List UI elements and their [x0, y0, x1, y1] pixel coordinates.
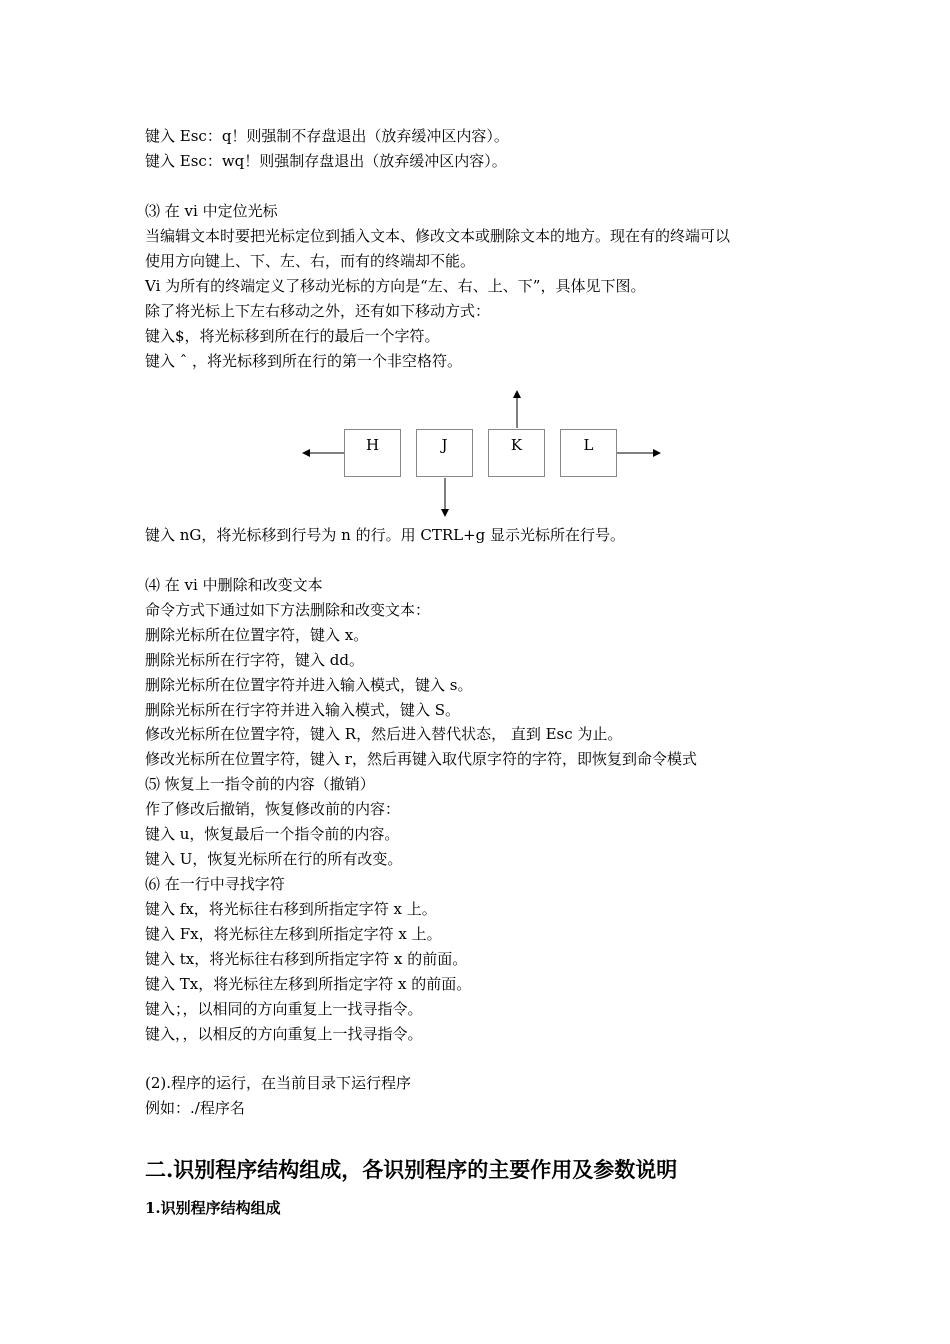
text-line: 使用方向键上、下、左、右，而有的终端却不能。 — [145, 252, 476, 270]
text-line: 删除光标所在位置字符，键入 x。 — [145, 626, 369, 644]
text-line: 删除光标所在行字符，键入 dd。 — [145, 651, 364, 669]
text-line: 修改光标所在位置字符，键入 R，然后进入替代状态， 直到 Esc 为止。 — [145, 725, 623, 743]
text-line: 删除光标所在位置字符并进入输入模式，键入 s。 — [145, 676, 473, 694]
text-line: 键入 Esc：wq！则强制存盘退出（放弃缓冲区内容）。 — [145, 152, 507, 170]
text-line: 键入$，将光标移到所在行的最后一个字符。 — [145, 327, 440, 345]
text-line: 键入 nG，将光标移到行号为 n 的行。用 CTRL+g 显示光标所在行号。 — [145, 526, 626, 544]
text-line: 作了修改后撤销，恢复修改前的内容： — [145, 800, 401, 818]
text-line: 键入 tx，将光标往右移到所指定字符 x 的前面。 — [145, 950, 468, 968]
text-line: 键入；，以相同的方向重复上一找寻指令。 — [145, 1000, 423, 1018]
text-line: 键入，，以相反的方向重复上一找寻指令。 — [145, 1025, 423, 1043]
text-line: 当编辑文本时要把光标定位到插入文本、修改文本或删除文本的地方。现在有的终端可以 — [145, 227, 731, 245]
section-heading-delete: ⑷ 在 vi 中删除和改变文本 — [145, 576, 323, 594]
section-heading-find: ⑹ 在一行中寻找字符 — [145, 875, 285, 893]
text-line: 键入 fx，将光标往右移到所指定字符 x 上。 — [145, 900, 437, 918]
section-heading-undo: ⑸ 恢复上一指令前的内容（撤销） — [145, 775, 375, 793]
text-line: 删除光标所在行字符并进入输入模式，键入 S。 — [145, 701, 461, 719]
text-line: Vi 为所有的终端定义了移动光标的方向是“左、右、上、下”，具体见下图。 — [145, 277, 646, 295]
key-k: K — [488, 429, 545, 477]
text-line: 键入 Esc：q！则强制不存盘退出（放弃缓冲区内容）。 — [145, 127, 509, 145]
text-line: (2).程序的运行，在当前目录下运行程序 — [145, 1074, 412, 1092]
key-j: J — [416, 429, 473, 477]
text-line: 例如：./程序名 — [145, 1099, 245, 1117]
key-l: L — [560, 429, 617, 477]
text-line: 除了将光标上下左右移动之外，还有如下移动方式： — [145, 302, 491, 320]
key-h: H — [344, 429, 401, 477]
text-line: 键入 U，恢复光标所在行的所有改变。 — [145, 850, 403, 868]
chapter-heading: 二.识别程序结构组成，各识别程序的主要作用及参数说明 — [145, 1157, 678, 1182]
subsection-heading: 1.识别程序结构组成 — [145, 1199, 281, 1217]
text-line: 修改光标所在位置字符，键入 r，然后再键入取代原字符的字符，即恢复到命令模式 — [145, 750, 697, 768]
text-line: 键入 Fx，将光标往左移到所指定字符 x 上。 — [145, 925, 442, 943]
text-line: 键入 ˆ ，将光标移到所在行的第一个非空格符。 — [145, 352, 463, 370]
section-heading-cursor: ⑶ 在 vi 中定位光标 — [145, 202, 278, 220]
text-line: 键入 u，恢复最后一个指令前的内容。 — [145, 825, 400, 843]
text-line: 命令方式下通过如下方法删除和改变文本： — [145, 601, 431, 619]
text-line: 键入 Tx，将光标往左移到所指定字符 x 的前面。 — [145, 975, 472, 993]
